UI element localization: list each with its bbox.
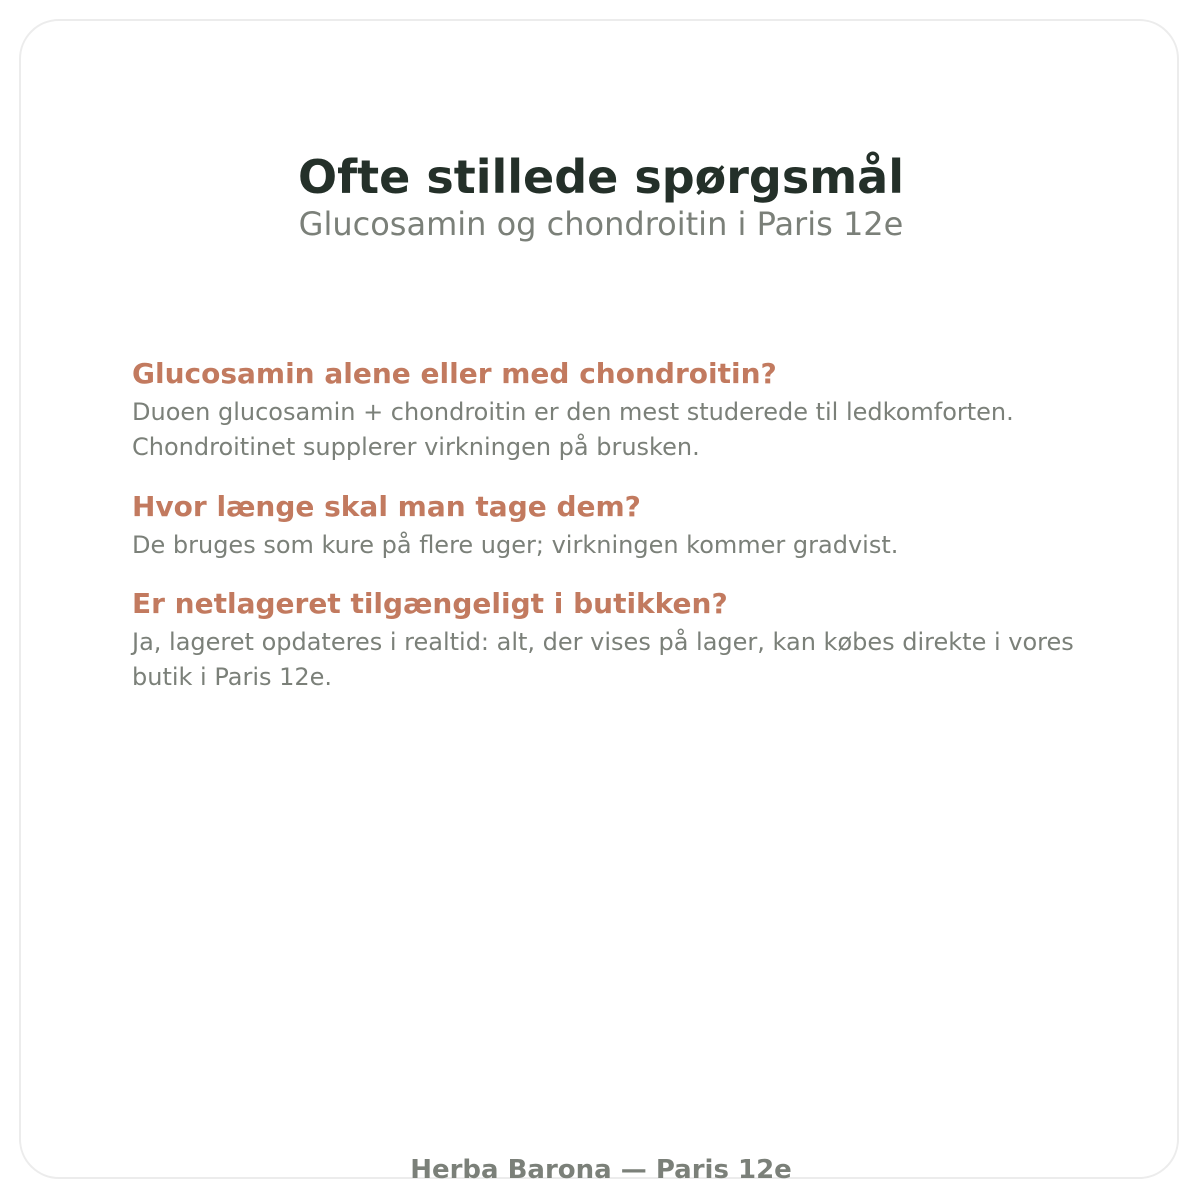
faq-list bbox=[132, 356, 1112, 719]
faq-answer: Ja, lageret opdateres i realtid: alt, der vises på lager, kan købes direkte i vores butik i Paris 12e. bbox=[132, 628, 1074, 692]
page-title: Ofte stillede spørgsmål bbox=[298, 149, 904, 204]
faq-question: Er netlageret tilgængeligt i butikken? bbox=[132, 587, 728, 621]
footer-brand: Herba Barona — Paris 12e bbox=[410, 1155, 792, 1185]
faq-item bbox=[132, 489, 1112, 563]
faq-question: Hvor længe skal man tage dem? bbox=[132, 489, 641, 523]
faq-question: Glucosamin alene eller med chondroitin? bbox=[132, 357, 777, 390]
faq-item bbox=[132, 586, 1112, 695]
faq-answer: De bruges som kure på flere uger; virkningen kommer gradvist. bbox=[132, 530, 899, 559]
faq-item bbox=[132, 356, 1112, 465]
faq-card bbox=[19, 19, 1179, 1185]
faq-answer: Duoen glucosamin + chondroitin er den mest studerede til ledkomforten. Chondroitinet supplerer virkningen på brusken. bbox=[132, 398, 1014, 461]
page-subtitle: Glucosamin og chondroitin i Paris 12e bbox=[298, 205, 904, 243]
